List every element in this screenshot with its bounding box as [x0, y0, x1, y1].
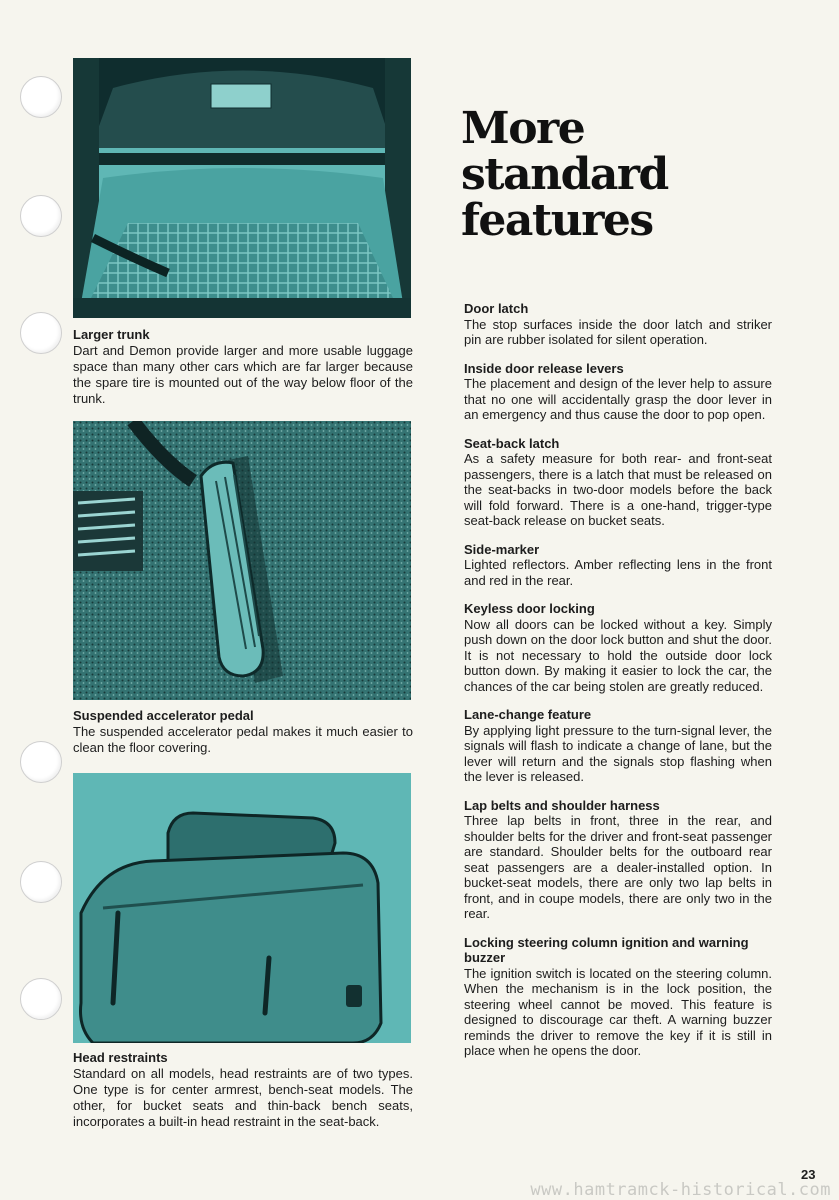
punch-hole	[20, 861, 62, 903]
caption-heading: Head restraints	[73, 1050, 168, 1065]
feature-item	[464, 542, 772, 589]
feature-heading: Lap belts and shoulder harness	[464, 797, 660, 813]
feature-item	[464, 707, 772, 785]
punch-hole	[20, 741, 62, 783]
feature-text: The ignition switch is located on the steering column. When the mechanism is in the lock position, the steering wheel cannot be moved. This feature is designed to discourage car theft. A warning buzzer reminds the driver to remove the key if it is still in place when he opens the door.	[464, 965, 772, 1058]
page-number: 23	[801, 1167, 816, 1182]
feature-item	[464, 798, 772, 922]
punch-hole	[20, 76, 62, 118]
punch-hole	[20, 195, 62, 237]
feature-text: Lighted reflectors. Amber reflecting lens in the front and red in the rear.	[464, 557, 772, 588]
title-line: More	[461, 103, 585, 154]
feature-item	[464, 935, 772, 1059]
punch-hole	[20, 978, 62, 1020]
head-restraint-photo	[73, 773, 411, 1043]
feature-heading: Door latch	[464, 301, 529, 316]
feature-item	[464, 361, 772, 423]
feature-item	[464, 601, 772, 694]
feature-heading: Locking steering column ignition and warning buzzer	[464, 934, 749, 965]
head-restraint-caption	[73, 1050, 413, 1130]
features-list	[464, 301, 772, 1072]
caption-text: Standard on all models, head restraints are of two types. One type is for center armrest, bench-seat models. The other, for bucket seats and thin-back bench seats, incorporates a built-in head restraint in the seat-back.	[73, 1066, 413, 1129]
feature-heading: Side-marker	[464, 541, 540, 557]
pedal-caption	[73, 708, 413, 756]
feature-item	[464, 436, 772, 529]
feature-heading: Keyless door locking	[464, 601, 595, 616]
caption-heading: Suspended accelerator pedal	[73, 708, 254, 723]
feature-heading: Seat-back latch	[464, 435, 560, 451]
page-title	[461, 103, 761, 246]
feature-heading: Inside door release levers	[464, 360, 624, 376]
feature-text: As a safety measure for both rear- and front-seat passengers, there is a latch that must be released on the seat-backs in two-door models before the back will fold forward. There is a one-hand, trigger-type seat-back release on bucket seats.	[464, 451, 772, 528]
feature-text: The placement and design of the lever help to assure that no one will accidentally grasp the door lever in an emergency and thus cause the door to pop open.	[464, 376, 772, 422]
feature-text: By applying light pressure to the turn-signal lever, the signals will flash to indicate a change of lane, but the lever will return and the signals stop flashing when the lever is released.	[464, 722, 772, 784]
trunk-caption	[73, 327, 413, 407]
caption-text: Dart and Demon provide larger and more usable luggage space than many other cars which are far larger because the spare tire is mounted out of the way below floor of the trunk.	[73, 343, 413, 406]
feature-text: The stop surfaces inside the door latch and striker pin are rubber isolated for silent operation.	[464, 316, 772, 347]
feature-text: Three lap belts in front, three in the rear, and shoulder belts for the driver and front-seat passenger are standard. Shoulder belts for the outboard rear seat passengers are a dealer-installed option. In bucket-seat models, there are only two lap belts in front, and in coupe models, there are only two in the rear.	[464, 813, 772, 921]
punch-hole	[20, 312, 62, 354]
feature-text: Now all doors can be locked without a key. Simply push down on the door lock button and shut the door. It is not necessary to hold the outside door lock button down. By making it easier to lock the car, the chances of the car being stolen are greatly reduced.	[464, 616, 772, 694]
title-line: standard	[461, 149, 668, 200]
feature-heading: Lane-change feature	[464, 707, 592, 722]
accelerator-pedal-photo	[73, 421, 411, 700]
feature-item	[464, 301, 772, 348]
title-line: features	[461, 195, 653, 246]
watermark: www.hamtramck-historical.com	[530, 1180, 831, 1200]
caption-text: The suspended accelerator pedal makes it much easier to clean the floor covering.	[73, 724, 413, 755]
caption-heading: Larger trunk	[73, 327, 150, 342]
trunk-photo	[73, 58, 411, 318]
